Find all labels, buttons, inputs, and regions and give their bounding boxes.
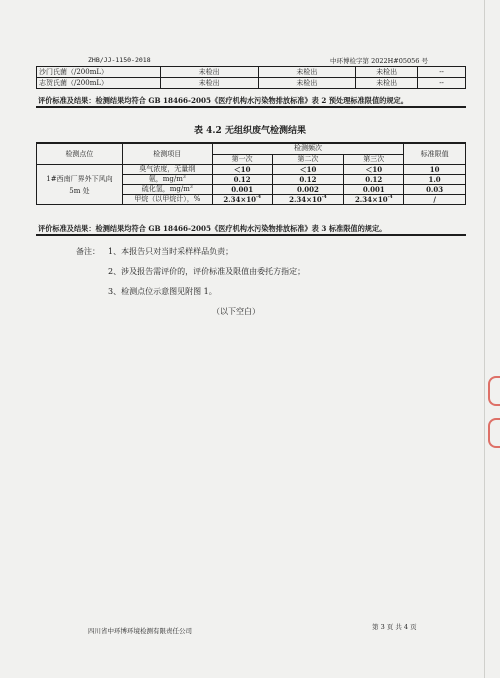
wastewater-results-table-continued bbox=[36, 66, 466, 89]
item-text: 氨，mg/m bbox=[148, 175, 183, 183]
superscript: 3 bbox=[182, 175, 186, 180]
table-header-row bbox=[37, 144, 466, 155]
scan-edge-line bbox=[484, 0, 485, 678]
cell-limit: -- bbox=[418, 67, 466, 78]
cell-limit: / bbox=[404, 195, 466, 205]
remark-item: 3、检测点位示意图见附图 1。 bbox=[108, 287, 217, 296]
cell-value: ＜10 bbox=[272, 165, 344, 175]
header-item: 检测项目 bbox=[122, 144, 212, 165]
superscript: -4 bbox=[321, 195, 327, 200]
fugitive-gas-results-table bbox=[36, 143, 466, 205]
remarks-label: 备注： bbox=[76, 247, 100, 256]
header-point: 检测点位 bbox=[37, 144, 123, 165]
cell-value: 未检出 bbox=[258, 67, 356, 78]
seal-stamp-fragment bbox=[488, 376, 500, 406]
cell-limit: 0.03 bbox=[404, 185, 466, 195]
point-line-1: 1#西南厂界外下风向 bbox=[46, 174, 113, 183]
table-bottom-rule bbox=[36, 106, 466, 108]
cell-value bbox=[344, 195, 404, 205]
cell-item: 臭气浓度，无量纲 bbox=[122, 165, 212, 175]
seal-stamp-fragment bbox=[488, 418, 500, 448]
cell-value: 未检出 bbox=[356, 78, 418, 89]
page-number: 第 3 页 共 4 页 bbox=[372, 623, 417, 631]
cell-item: 志贺氏菌（/200mL） bbox=[37, 78, 161, 89]
header-limit: 标准限值 bbox=[404, 144, 466, 165]
cell-value: 0.001 bbox=[344, 185, 404, 195]
value-text: 2.34×10 bbox=[354, 195, 388, 204]
document-code: ZHB/JJ-1150-2018 bbox=[88, 56, 151, 64]
header-second: 第二次 bbox=[272, 154, 344, 165]
cell-limit: -- bbox=[418, 78, 466, 89]
cell-item: 甲烷（以甲烷计），% bbox=[122, 195, 212, 205]
cell-value: 未检出 bbox=[258, 78, 356, 89]
cell-value: 0.001 bbox=[212, 185, 272, 195]
cell-value: 0.12 bbox=[344, 175, 404, 185]
cell-value: 未检出 bbox=[356, 67, 418, 78]
superscript: 3 bbox=[189, 185, 193, 190]
blank-below-note: （以下空白） bbox=[212, 307, 260, 316]
company-name: 四川省中环博环境检测有限责任公司 bbox=[88, 627, 192, 635]
value-text: 2.34×10 bbox=[289, 195, 322, 204]
cell-item bbox=[122, 185, 212, 195]
superscript: -4 bbox=[255, 195, 261, 200]
table-bottom-rule bbox=[36, 234, 466, 236]
table2-evaluation-note: 评价标准及结果：检测结果均符合 GB 18466-2005《医疗机构水污染物排放标准》表 3 标准限值的规定。 bbox=[38, 224, 387, 233]
cell-value: 未检出 bbox=[160, 78, 258, 89]
cell-limit: 10 bbox=[404, 165, 466, 175]
cell-value bbox=[272, 195, 344, 205]
table2-title: 表 4.2 无组织废气检测结果 bbox=[194, 126, 306, 136]
header-frequency: 检测频次 bbox=[212, 144, 403, 155]
table-row bbox=[37, 78, 466, 89]
cell-value: 0.002 bbox=[272, 185, 344, 195]
cell-value bbox=[212, 195, 272, 205]
report-number: 中环博检字第 2022H#05056 号 bbox=[330, 57, 428, 65]
header-third: 第三次 bbox=[344, 154, 404, 165]
cell-item bbox=[122, 175, 212, 185]
superscript: -4 bbox=[387, 195, 393, 200]
cell-value: 未检出 bbox=[160, 67, 258, 78]
cell-limit: 1.0 bbox=[404, 175, 466, 185]
table-row bbox=[37, 67, 466, 78]
value-text: 2.34×10 bbox=[223, 195, 256, 204]
item-text: 硫化氢，mg/m bbox=[141, 185, 190, 193]
point-line-2: 5m 处 bbox=[69, 186, 90, 195]
header-first: 第一次 bbox=[212, 154, 272, 165]
cell-value: 0.12 bbox=[272, 175, 344, 185]
cell-value: ＜10 bbox=[344, 165, 404, 175]
remark-item: 1、本报告只对当时采样样品负责； bbox=[108, 247, 234, 256]
table1-evaluation-note: 评价标准及结果：检测结果均符合 GB 18466-2005《医疗机构水污染物排放标准》表 2 预处理标准限值的规定。 bbox=[38, 96, 408, 105]
cell-value: ＜10 bbox=[212, 165, 272, 175]
table-row bbox=[37, 165, 466, 175]
cell-item: 沙门氏菌（/200mL） bbox=[37, 67, 161, 78]
cell-point bbox=[37, 165, 123, 205]
cell-value: 0.12 bbox=[212, 175, 272, 185]
remark-item: 2、涉及报告需评价的，评价标准及限值由委托方指定； bbox=[108, 267, 306, 276]
